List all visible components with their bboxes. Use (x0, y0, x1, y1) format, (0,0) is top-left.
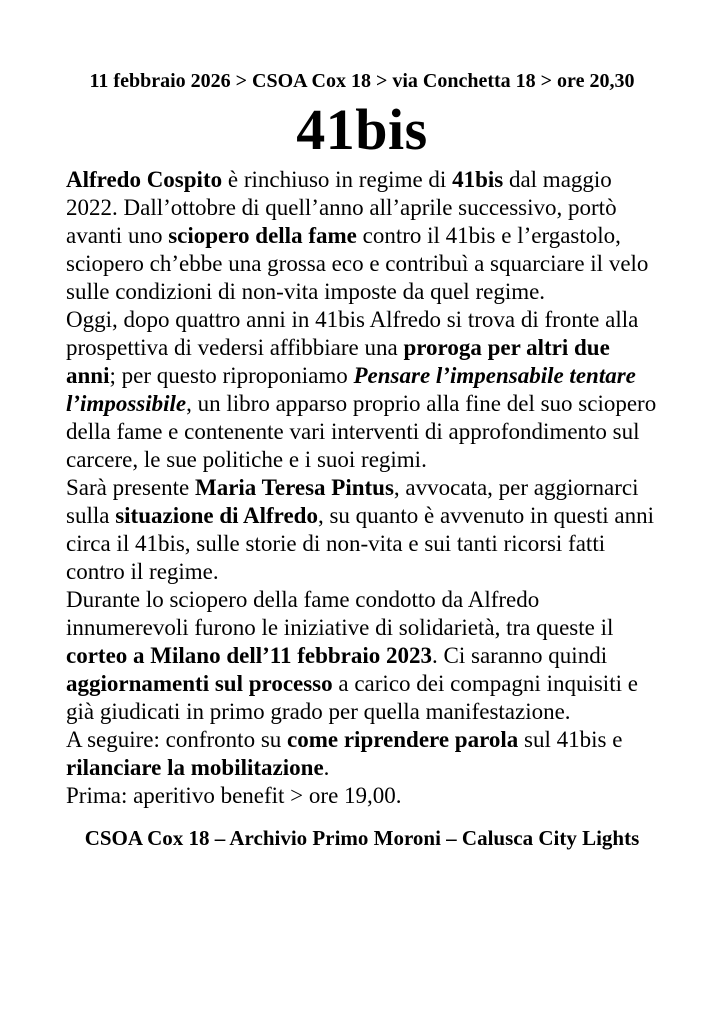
text-segment: 41bis (452, 167, 504, 192)
event-info-line: 11 febbraio 2026 > CSOA Cox 18 > via Conchetta 18 > ore 20,30 (89, 70, 635, 92)
paragraph (66, 474, 658, 586)
paragraph (66, 782, 658, 810)
text-segment: Oggi, dopo quattro anni in 41bis Alfredo si trova di fronte alla prospettiva di vedersi affibbiare una (66, 307, 639, 360)
text-segment: corteo a Milano dell’11 febbraio 2023 (66, 643, 433, 668)
text-segment: Maria Teresa Pintus (195, 475, 394, 500)
paragraph (66, 166, 658, 306)
text-segment: , su quanto è avvenuto in questi anni circa il 41bis, sulle storie di non-vita e sui tanti ricorsi fatti contro il regime. (66, 503, 654, 584)
paragraph (66, 586, 658, 726)
text-segment: , avvocata, per aggiornarci sulla (66, 475, 639, 528)
text-segment: . (323, 755, 330, 780)
text-segment: Alfredo Cospito (66, 167, 223, 192)
text-segment: situazione di Alfredo (115, 503, 318, 528)
paragraph (66, 306, 658, 474)
text-segment: rilanciare la mobilitazione (66, 755, 324, 780)
text-segment: sul 41bis e (518, 727, 623, 752)
text-segment: . Ci saranno quindi (432, 643, 608, 668)
text-segment: Pensare l’impensabile tentare l’impossibile (66, 363, 636, 416)
paragraph (66, 726, 658, 782)
page-title: 41bis (296, 97, 428, 162)
text-segment: ; per questo riproponiamo (109, 363, 354, 388)
text-segment: contro il 41bis e l’ergastolo, sciopero ch’ebbe una grossa eco e contribuì a squarciare il velo sulle condizioni di non-vita imposte da quel regime. (66, 223, 649, 304)
text-segment: sciopero della fame (168, 223, 357, 248)
text-segment: come riprendere parola (287, 727, 519, 752)
text-segment: A seguire: confronto su (66, 727, 288, 752)
text-segment: è rinchiuso in regime di (222, 167, 453, 192)
text-segment: dal maggio 2022. Dall’ottobre di quell’anno all’aprile successivo, portò avanti uno (66, 167, 617, 248)
text-segment: aggiornamenti sul processo (66, 671, 333, 696)
text-segment: Prima: aperitivo benefit > ore 19,00. (66, 783, 402, 808)
body-text (66, 166, 658, 810)
text-segment: , un libro apparso proprio alla fine del suo sciopero della fame e contenente vari interventi di approfondimento sul carcere, le sue politiche e i suoi regimi. (66, 391, 657, 472)
text-segment: Sarà presente (66, 475, 195, 500)
text-segment: a carico dei compagni inquisiti e già giudicati in primo grado per quella manifestazione. (66, 671, 638, 724)
text-segment: proroga per altri due anni (66, 335, 610, 388)
text-segment: Durante lo sciopero della fame condotto da Alfredo innumerevoli furono le iniziative di solidarietà, tra queste il (66, 587, 614, 640)
organizers-line: CSOA Cox 18 – Archivio Primo Moroni – Calusca City Lights (84, 826, 640, 850)
